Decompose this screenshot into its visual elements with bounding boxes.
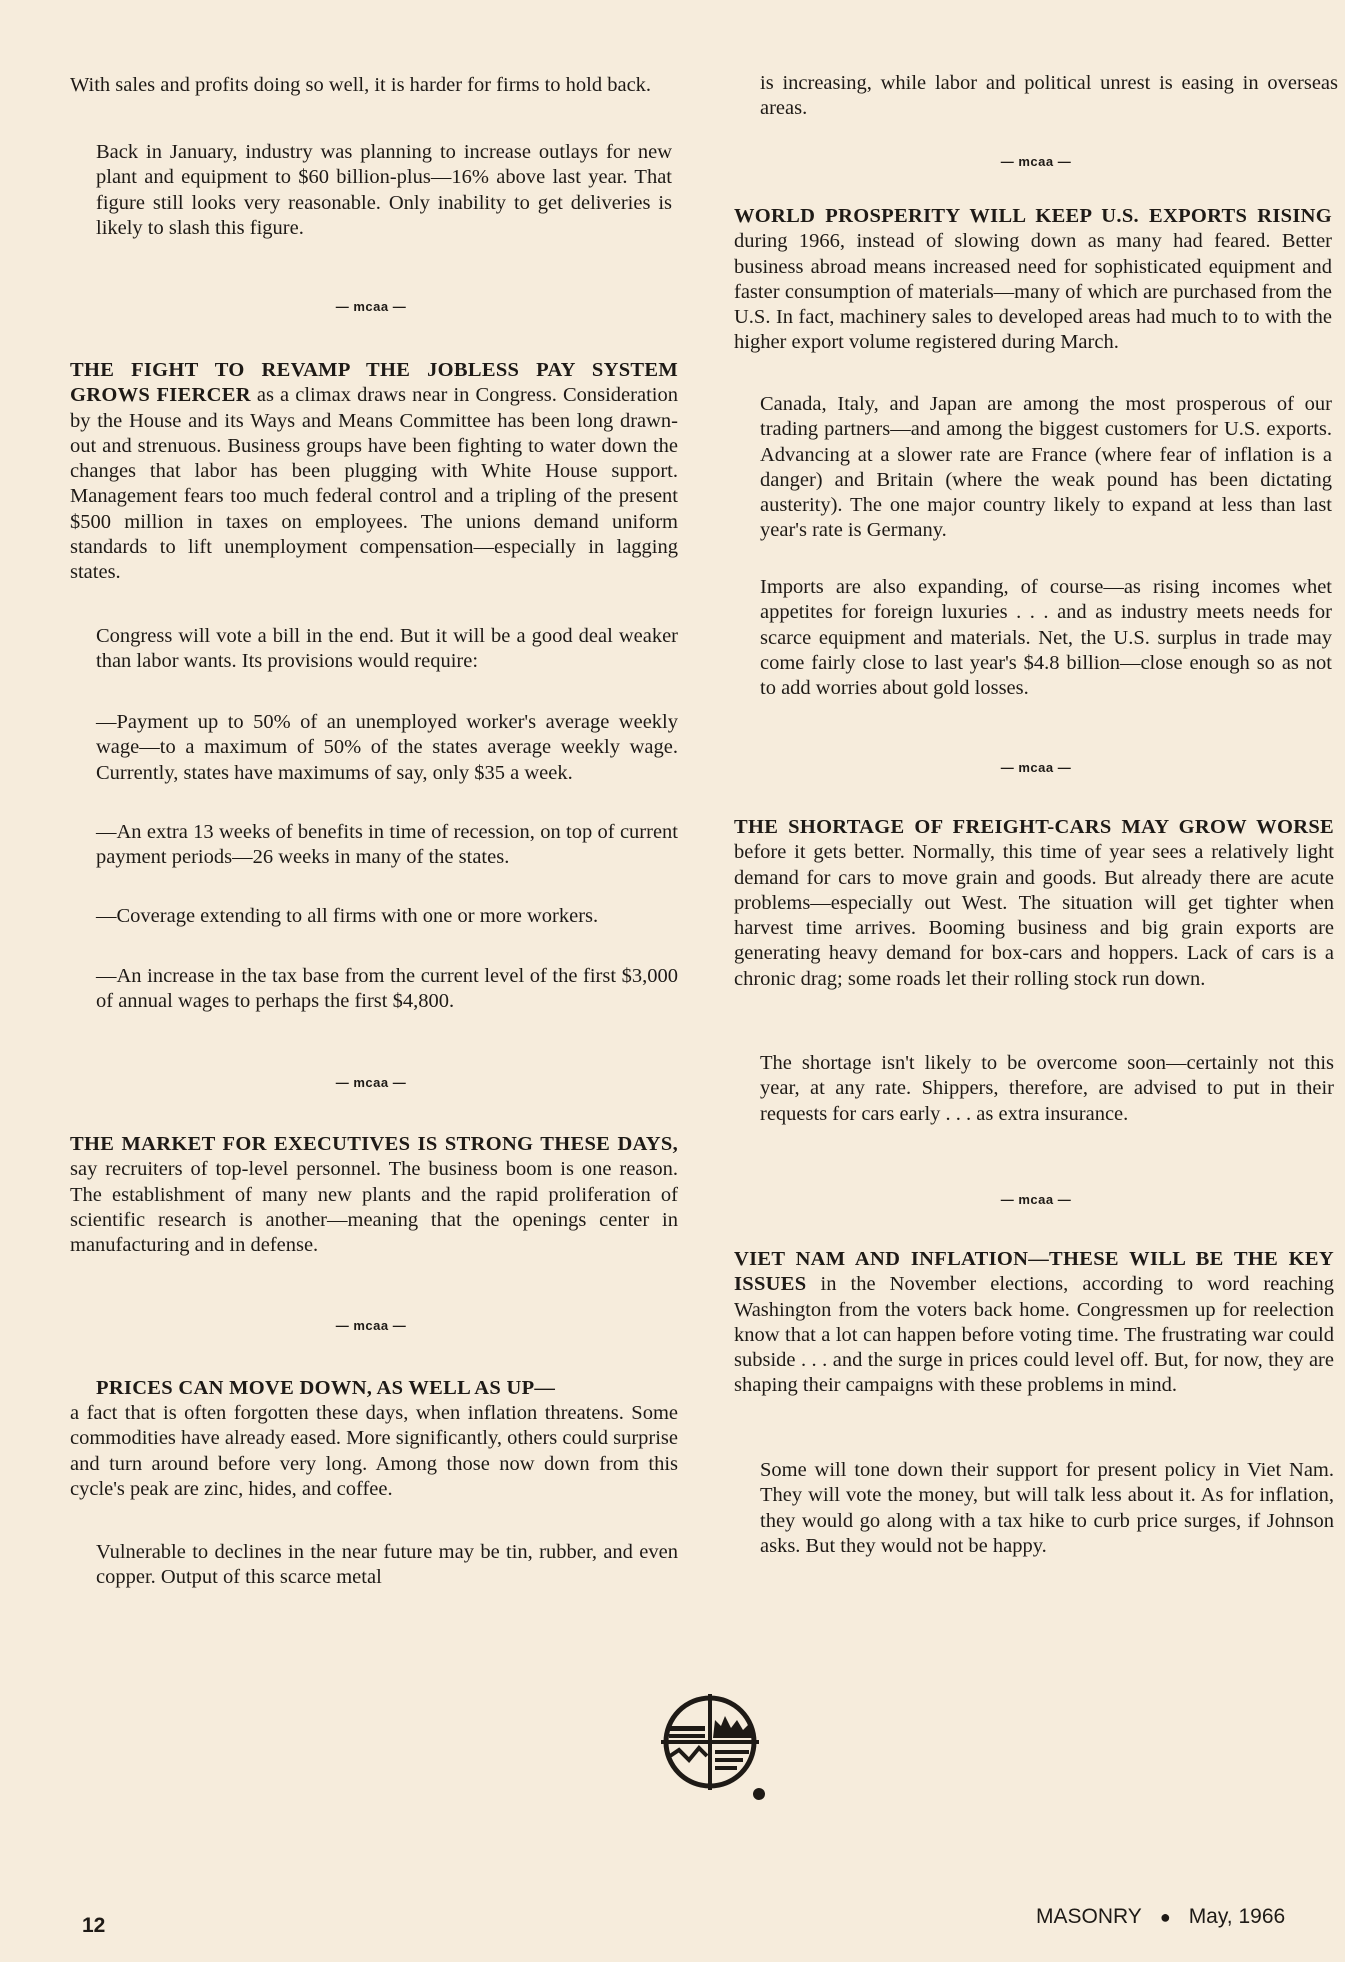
footer-masthead bbox=[1036, 1905, 1336, 1929]
jobless-article bbox=[70, 358, 678, 586]
exports-paragraph-3: Imports are also expanding, of course—as rising incomes whet appetites for foreign luxuries . . . and as industry meets needs for scarce equipment and materials. Net, the U.S. surplus in trade may come fairly close to last year's $4.8 billion—close enough so as not to add worries about gold losses. bbox=[760, 576, 1332, 700]
prices-headline-line bbox=[70, 1376, 678, 1401]
vietnam-body: in the November elections, according to word reaching Washington from the voters back home. Congressmen up for reelection know that a lot can happen before voting time. The frustrating war could subside . . . and the surge in prices could level off. But, for now, they are shaping their campaigns with these problems in mind. bbox=[734, 1273, 1334, 1397]
executives-body: say recruiters of top-level personnel. The business boom is one reason. The establishment of many new plants and the rapid proliferation of scientific research is another—meaning that the openings center in manufacturing and in defense. bbox=[70, 1158, 678, 1257]
prices-body: a fact that is often forgotten these days, when inflation threatens. Some commodities have already eased. More significantly, others could surprise and turn around before very long. Among those now down from this cycle's peak are zinc, hides, and coffee. bbox=[70, 1402, 678, 1500]
mcaa-emblem-icon bbox=[655, 1690, 775, 1810]
separator: — mcaa — bbox=[335, 299, 407, 314]
separator: — mcaa — bbox=[1000, 760, 1072, 775]
jobless-headline: THE FIGHT TO REVAMP THE JOBLESS PAY SYSTEM GROWS FIERCER bbox=[70, 359, 678, 407]
executives-headline: THE MARKET FOR EXECUTIVES IS STRONG THESE DAYS, bbox=[70, 1133, 678, 1155]
jobless-paragraph-6: —An increase in the tax base from the current level of the first $3,000 of annual wages to perhaps the first $4,800. bbox=[96, 965, 678, 1013]
freight-article bbox=[734, 815, 1334, 992]
intro-paragraph: With sales and profits doing so well, it is harder for firms to hold back. bbox=[70, 74, 652, 96]
freight-body: before it gets better. Normally, this time of year sees a relatively light demand for cars to move grain and goods. But already there are acute problems—especially out West. The situation will get tighter when harvest time arrives. Booming business and big grain exports are generating heavy demand for box-cars and hoppers. Lack of cars is a chronic drag; some roads let their rolling stock run down. bbox=[734, 841, 1334, 990]
jobless-paragraph-2: Congress will vote a bill in the end. But it will be a good deal weaker than labor wants. Its provisions would require: bbox=[96, 625, 678, 673]
issue-date: May, 1966 bbox=[1188, 1905, 1286, 1928]
outlays-paragraph: Back in January, industry was planning to increase outlays for new plant and equipment to $60 billion-plus—16% above last year. That figure still looks very reasonable. Only inability to get deliveries is likely to slash this figure. bbox=[96, 141, 672, 239]
executives-article bbox=[70, 1132, 678, 1258]
vietnam-headline: VIET NAM AND INFLATION—THESE WILL BE THE KEY ISSUES bbox=[734, 1248, 1334, 1296]
prices-headline: PRICES CAN MOVE DOWN, AS WELL AS UP— bbox=[96, 1377, 556, 1399]
jobless-paragraph-5: —Coverage extending to all firms with one or more workers. bbox=[96, 905, 599, 927]
freight-headline: THE SHORTAGE OF FREIGHT-CARS MAY GROW WORSE bbox=[734, 816, 1334, 838]
separator: — mcaa — bbox=[1000, 154, 1072, 169]
vietnam-article bbox=[734, 1247, 1334, 1399]
separator: — mcaa — bbox=[335, 1318, 407, 1333]
exports-article bbox=[734, 204, 1332, 356]
page-number: 12 bbox=[82, 1914, 106, 1937]
bullet-icon: ● bbox=[1159, 1907, 1171, 1927]
jobless-body: as a climax draws near in Congress. Consideration by the House and its Ways and Means Committee has been long drawn-out and strenuous. Business groups have been fighting to water down the changes that labor has been plugging with White House support. Management fears too much federal control and a tripling of the present $500 million in taxes on employees. The unions demand uniform standards to lift unemployment compensation—especially in lagging states. bbox=[70, 384, 678, 584]
exports-headline: WORLD PROSPERITY WILL KEEP U.S. EXPORTS RISING bbox=[734, 205, 1332, 227]
magazine-name: MASONRY bbox=[1036, 1905, 1142, 1928]
jobless-paragraph-4: —An extra 13 weeks of benefits in time of recession, on top of current payment periods—26 weeks in many of the states. bbox=[96, 821, 678, 869]
vietnam-paragraph-2: Some will tone down their support for present policy in Viet Nam. They will vote the money, but will talk less about it. As for inflation, they would go along with a tax hike to curb price surges, if Johnson asks. But they would not be happy. bbox=[760, 1459, 1334, 1557]
separator: — mcaa — bbox=[335, 1075, 407, 1090]
exports-paragraph-2: Canada, Italy, and Japan are among the most prosperous of our trading partners—and among the biggest customers for U.S. exports. Advancing at a slower rate are France (where fear of inflation is a danger) and Britain (where the weak pound has been dictating austerity). The one major country likely to expand at less than last year's rate is Germany. bbox=[760, 393, 1332, 542]
jobless-paragraph-3: —Payment up to 50% of an unemployed worker's average weekly wage—to a maximum of 50% of the states average weekly wage. Currently, states have maximums of say, only $35 a week. bbox=[96, 711, 678, 784]
exports-body: during 1966, instead of slowing down as many had feared. Better business abroad means increased need for sophisticated equipment and faster consumption of materials—many of which are purchased from the U.S. In fact, machinery sales to developed areas had much to to with the higher export volume registered during March. bbox=[734, 230, 1332, 354]
continuation-paragraph: is increasing, while labor and political unrest is easing in overseas areas. bbox=[760, 72, 1338, 120]
prices-paragraph-2: Vulnerable to declines in the near future may be tin, rubber, and even copper. Output of this scarce metal bbox=[96, 1541, 678, 1589]
separator: — mcaa — bbox=[1000, 1192, 1072, 1207]
freight-paragraph-2: The shortage isn't likely to be overcome soon—certainly not this year, at any rate. Shippers, therefore, are advised to put in their requests for cars early . . . as extra insurance. bbox=[760, 1052, 1334, 1125]
